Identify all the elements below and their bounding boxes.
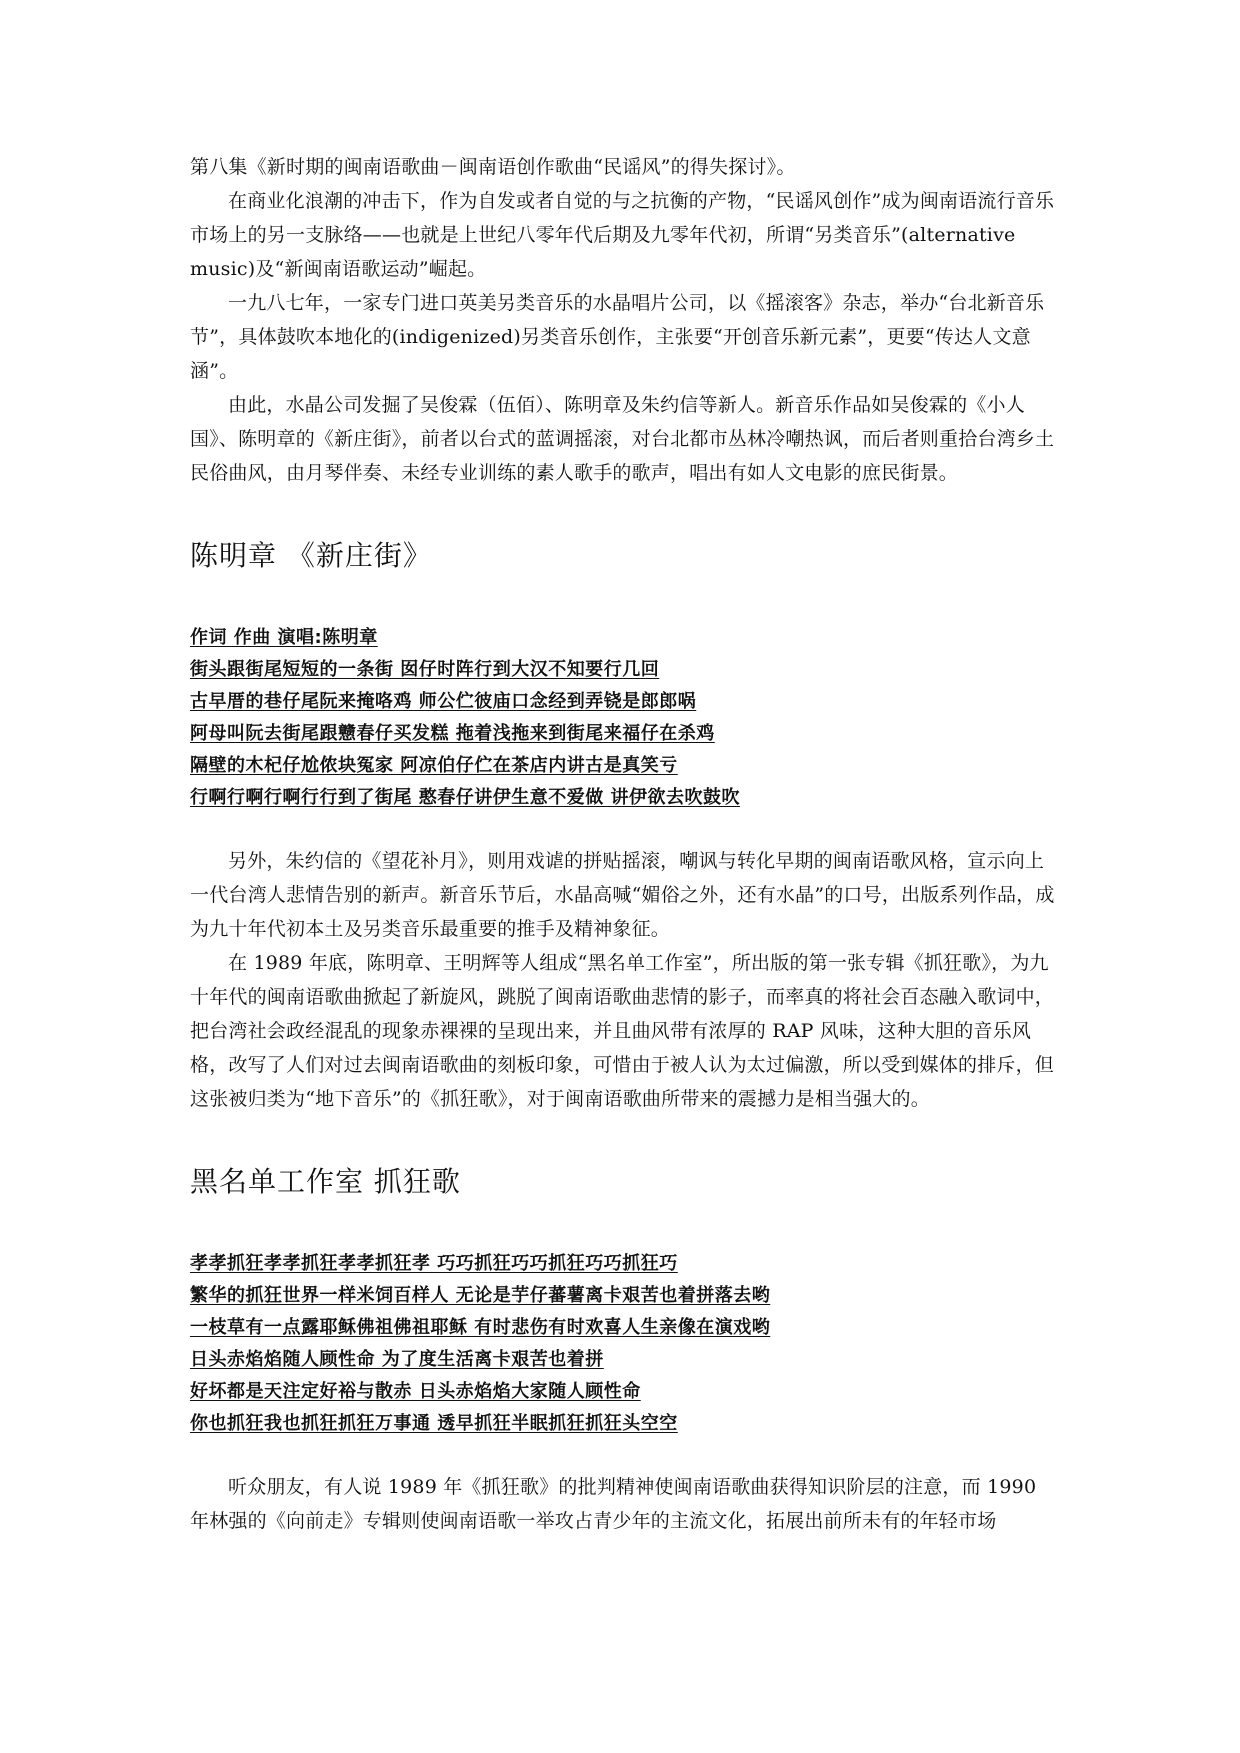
song-heading-xinzhuangjie: 陈明章 《新庄街》 bbox=[190, 539, 432, 572]
lyric-line: 孝孝抓狂孝孝抓狂孝孝抓狂孝 巧巧抓狂巧巧抓狂巧巧抓狂巧 bbox=[190, 1253, 678, 1274]
lyric-line: 你也抓狂我也抓狂抓狂万事通 透早抓狂半眠抓狂抓狂头空空 bbox=[190, 1413, 678, 1434]
song-heading-zhuakuangge: 黑名单工作室 抓狂歌 bbox=[190, 1165, 461, 1198]
lyric-line: 街头跟街尾短短的一条街 囡仔时阵行到大汉不知要行几回 bbox=[190, 659, 660, 680]
lyric-line: 行啊行啊行啊行行到了街尾 憨春仔讲伊生意不爱做 讲伊欲去吹鼓吹 bbox=[190, 787, 741, 808]
middle-paragraph-2: 在 1989 年底，陈明章、王明辉等人组成“黑名单工作室”，所出版的第一张专辑《抓狂歌》，为九十年代的闽南语歌曲掀起了新旋风，跳脱了闽南语歌曲悲情的影子，而率真的将社会百态融入歌词中，把台湾社会政经混乱的现象赤裸裸的呈现出来，并且曲风带有浓厚的 RAP 风味，这种大胆的音乐风格，改写了人们对过去闽南语歌曲的刻板印象，可惜由于被人认为太过偏激，所以受到媒体的排斥，但这张被归类为“地下音乐”的《抓狂歌》，对于闽南语歌曲所带来的震撼力是相当强大的。 bbox=[190, 952, 1055, 1110]
lyric-line: 古早厝的巷仔尾阮来掩咯鸡 师公伫彼庙口念经到弄铙是郎郎㖞 bbox=[190, 691, 697, 712]
middle-paragraph-1: 另外，朱约信的《望花补月》，则用戏谑的拼贴摇滚，嘲讽与转化早期的闽南语歌风格，宣示向上一代台湾人悲情告别的新声。新音乐节后，水晶高喊“媚俗之外，还有水晶”的口号，出版系列作品，成为九十年代初本土及另类音乐最重要的推手及精神象征。 bbox=[190, 850, 1055, 940]
spacer bbox=[190, 1116, 1060, 1162]
lyric-line: 作词 作曲 演唱:陈明章 bbox=[190, 627, 378, 648]
intro-paragraph-1: 在商业化浪潮的冲击下，作为自发或者自觉的与之抗衡的产物，“民谣风创作”成为闽南语流行音乐市场上的另一支脉络——也就是上世纪八零年代后期及九零年代初，所谓“另类音乐”(alternative music)及“新闽南语歌运动”崛起。 bbox=[190, 190, 1055, 280]
episode-title-line: 第八集《新时期的闽南语歌曲－闽南语创作歌曲“民谣风”的得失探讨》。 bbox=[190, 156, 796, 178]
spacer bbox=[190, 576, 1060, 622]
lyric-line: 日头赤焰焰随人顾性命 为了度生活离卡艰苦也着拼 bbox=[190, 1349, 604, 1370]
lyric-line: 隔壁的木杞仔尬侬块冤家 阿凉伯仔伫在茶店内讲古是真笑亏 bbox=[190, 755, 678, 776]
lyrics-zhuakuangge bbox=[190, 1248, 1060, 1440]
spacer bbox=[190, 814, 1060, 844]
intro-paragraph-3: 由此，水晶公司发掘了吴俊霖（伍佰）、陈明章及朱约信等新人。新音乐作品如吴俊霖的《小人国》、陈明章的《新庄街》，前者以台式的蓝调摇滚，对台北都市丛林冷嘲热讽，而后者则重拾台湾乡土民俗曲风，由月琴伴奏、未经专业训练的素人歌手的歌声，唱出有如人文电影的庶民街景。 bbox=[190, 394, 1055, 484]
spacer bbox=[190, 1440, 1060, 1470]
lyric-line: 好坏都是天注定好裕与散赤 日头赤焰焰大家随人顾性命 bbox=[190, 1381, 641, 1402]
spacer bbox=[190, 1202, 1060, 1248]
lyric-line: 阿母叫阮去街尾跟戆春仔买发糕 拖着浅拖来到街尾来福仔在杀鸡 bbox=[190, 723, 715, 744]
closing-paragraph: 听众朋友，有人说 1989 年《抓狂歌》的批判精神使闽南语歌曲获得知识阶层的注意，而 1990 年林强的《向前走》专辑则使闽南语歌一举攻占青少年的主流文化，拓展出前所未有的年轻市场 bbox=[190, 1476, 1037, 1532]
spacer bbox=[190, 490, 1060, 536]
lyric-line: 繁华的抓狂世界一样米饲百样人 无论是芋仔蕃薯离卡艰苦也着拼落去哟 bbox=[190, 1285, 771, 1306]
intro-paragraph-2: 一九八七年，一家专门进口英美另类音乐的水晶唱片公司，以《摇滚客》杂志，举办“台北新音乐节”，具体鼓吹本地化的(indigenized)另类音乐创作，主张要“开创音乐新元素”，更要“传达人文意涵”。 bbox=[190, 292, 1045, 382]
document-page bbox=[190, 150, 1060, 1538]
lyrics-xinzhuangjie bbox=[190, 622, 1060, 814]
lyric-line: 一枝草有一点露耶稣佛祖佛祖耶稣 有时悲伤有时欢喜人生亲像在演戏哟 bbox=[190, 1317, 771, 1338]
